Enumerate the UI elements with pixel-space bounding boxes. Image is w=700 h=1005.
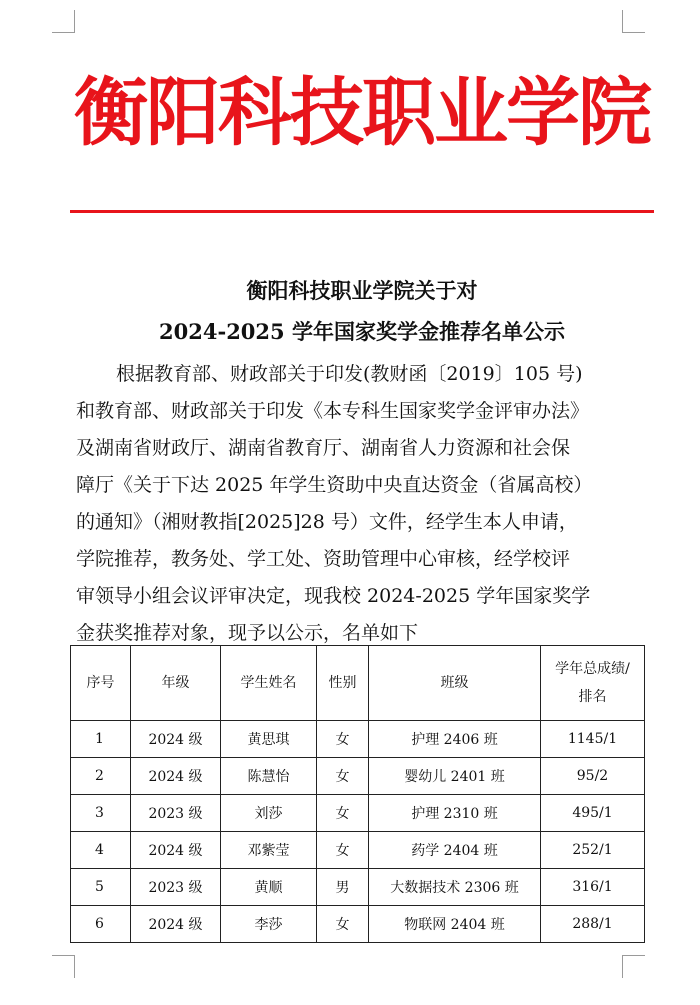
cell-grade: 2024 级 xyxy=(131,832,221,869)
cell-gender: 女 xyxy=(317,795,369,832)
table-row xyxy=(71,869,645,906)
cell-class: 护理 2406 班 xyxy=(369,721,541,758)
cell-gender: 女 xyxy=(317,758,369,795)
header-gender: 性别 xyxy=(317,646,369,721)
cell-seq: 3 xyxy=(71,795,131,832)
cell-seq: 2 xyxy=(71,758,131,795)
cell-gender: 女 xyxy=(317,721,369,758)
crop-mark-top-right xyxy=(622,10,645,33)
header-seq: 序号 xyxy=(71,646,131,721)
body-line: 学院推荐，教务处、学工处、资助管理中心审核，经学校评 xyxy=(76,548,571,570)
cell-gender: 男 xyxy=(317,869,369,906)
header-score-line2: 排名 xyxy=(578,689,607,705)
cell-name: 黄思琪 xyxy=(221,721,317,758)
crop-mark-top-left xyxy=(52,10,75,33)
cell-gender: 女 xyxy=(317,906,369,943)
cell-grade: 2024 级 xyxy=(131,721,221,758)
cell-seq: 6 xyxy=(71,906,131,943)
table-row xyxy=(71,721,645,758)
body-line: 根据教育部、财政部关于印发(教财函〔2019〕105 号) xyxy=(116,363,583,385)
cell-class: 物联网 2404 班 xyxy=(369,906,541,943)
document-masthead: 衡阳科技职业学院 xyxy=(74,70,650,156)
header-grade: 年级 xyxy=(131,646,221,721)
body-line: 金获奖推荐对象，现予以公示，名单如下 xyxy=(76,622,419,644)
cell-score: 1145/1 xyxy=(541,721,645,758)
cell-score: 95/2 xyxy=(541,758,645,795)
table-row xyxy=(71,906,645,943)
body-line: 的通知》（湘财教指[2025]28 号）文件，经学生本人申请， xyxy=(76,511,578,533)
header-name: 学生姓名 xyxy=(221,646,317,721)
body-paragraph xyxy=(76,356,636,652)
recommendation-table xyxy=(70,645,645,943)
cell-grade: 2024 级 xyxy=(131,758,221,795)
cell-grade: 2023 级 xyxy=(131,795,221,832)
table-row xyxy=(71,832,645,869)
cell-score: 495/1 xyxy=(541,795,645,832)
cell-score: 252/1 xyxy=(541,832,645,869)
cell-grade: 2023 级 xyxy=(131,869,221,906)
cell-seq: 1 xyxy=(71,721,131,758)
cell-score: 316/1 xyxy=(541,869,645,906)
body-line: 障厅《关于下达 2025 年学生资助中央直达资金（省属高校） xyxy=(76,474,593,496)
cell-name: 邓紫莹 xyxy=(221,832,317,869)
body-line: 及湖南省财政厅、湖南省教育厅、湖南省人力资源和社会保 xyxy=(76,437,571,459)
body-line: 和教育部、财政部关于印发《本专科生国家奖学金评审办法》 xyxy=(76,400,590,422)
cell-name: 刘莎 xyxy=(221,795,317,832)
cell-class: 药学 2404 班 xyxy=(369,832,541,869)
title-line-1: 衡阳科技职业学院关于对 xyxy=(246,278,478,303)
cell-seq: 4 xyxy=(71,832,131,869)
cell-seq: 5 xyxy=(71,869,131,906)
cell-class: 婴幼儿 2401 班 xyxy=(369,758,541,795)
table-row xyxy=(71,795,645,832)
crop-mark-bottom-right xyxy=(622,955,645,978)
cell-name: 黄顺 xyxy=(221,869,317,906)
cell-grade: 2024 级 xyxy=(131,906,221,943)
header-class: 班级 xyxy=(369,646,541,721)
cell-class: 大数据技术 2306 班 xyxy=(369,869,541,906)
cell-name: 李莎 xyxy=(221,906,317,943)
masthead-divider xyxy=(70,210,654,213)
cell-score: 288/1 xyxy=(541,906,645,943)
cell-name: 陈慧怡 xyxy=(221,758,317,795)
body-line: 审领导小组会议评审决定，现我校 2024-2025 学年国家奖学 xyxy=(76,585,591,607)
table-row xyxy=(71,758,645,795)
title-line-2: 2024-2025 学年国家奖学金推荐名单公示 xyxy=(159,319,565,344)
cell-class: 护理 2310 班 xyxy=(369,795,541,832)
crop-mark-bottom-left xyxy=(52,955,75,978)
header-score xyxy=(541,646,645,721)
table-header-row xyxy=(71,646,645,721)
header-score-line1: 学年总成绩/ xyxy=(555,661,630,677)
cell-gender: 女 xyxy=(317,832,369,869)
